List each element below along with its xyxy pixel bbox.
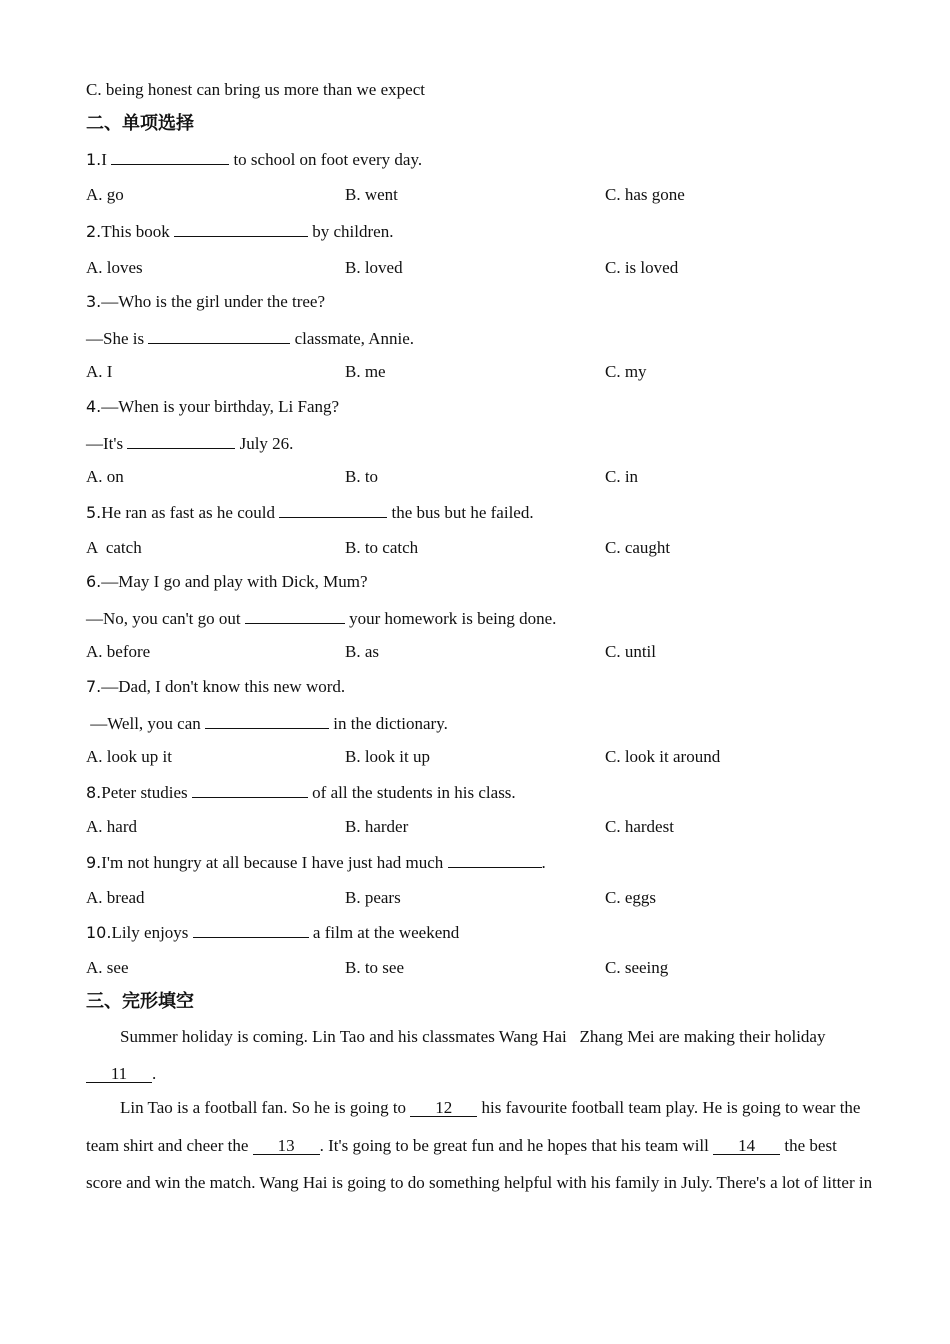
cloze-blank-11: 11 bbox=[86, 1065, 152, 1083]
question-10 bbox=[86, 922, 459, 943]
question-4-response bbox=[86, 433, 293, 454]
question-text: in the dictionary. bbox=[329, 714, 448, 733]
cloze-blank-13: 13 bbox=[253, 1137, 320, 1155]
cloze-paragraph-1-line-2 bbox=[86, 1064, 866, 1084]
option-a: A. I bbox=[86, 362, 113, 381]
question-8 bbox=[86, 782, 516, 803]
option-b: B. as bbox=[345, 642, 379, 661]
paragraph-text: . It's going to be great fun and he hopes that his team will bbox=[319, 1136, 714, 1155]
question-text: —When is your birthday, Li Fang? bbox=[101, 397, 340, 416]
section-3-heading: 三、完形填空 bbox=[86, 991, 194, 1012]
option-b: B. went bbox=[345, 185, 398, 204]
answer-blank bbox=[245, 608, 345, 624]
option-a: A catch bbox=[86, 538, 142, 557]
cloze-blank-14: 14 bbox=[713, 1137, 780, 1155]
option-b: B. me bbox=[345, 362, 386, 381]
option-b: B. to bbox=[345, 467, 379, 486]
question-text: to school on foot every day. bbox=[229, 150, 423, 169]
question-text: —It's bbox=[86, 434, 128, 453]
option-c: C. seeing bbox=[605, 958, 669, 977]
question-text: I bbox=[101, 150, 112, 169]
option-c: C. caught bbox=[605, 538, 671, 557]
answer-blank bbox=[127, 433, 235, 449]
option-c: C. look it around bbox=[605, 747, 721, 766]
question-text: He ran as fast as he could bbox=[101, 503, 280, 522]
question-6-response bbox=[86, 608, 556, 629]
answer-blank bbox=[279, 502, 387, 518]
answer-blank bbox=[448, 852, 542, 868]
question-text: This book bbox=[101, 222, 174, 241]
option-b: B. pears bbox=[345, 888, 401, 907]
option-a: A. see bbox=[86, 958, 129, 977]
question-7-response bbox=[86, 713, 448, 734]
question-number: 1. bbox=[86, 150, 102, 169]
option-c: C. is loved bbox=[605, 258, 679, 277]
cloze-blank-12: 12 bbox=[410, 1099, 477, 1117]
question-number: 10. bbox=[86, 923, 112, 942]
option-c: C. until bbox=[605, 642, 657, 661]
question-text: —Well, you can bbox=[86, 714, 206, 733]
question-text: your homework is being done. bbox=[344, 609, 557, 628]
question-text: . bbox=[541, 853, 546, 872]
question-number: 6. bbox=[86, 572, 102, 591]
option-a: A. bread bbox=[86, 888, 145, 907]
question-text: —May I go and play with Dick, Mum? bbox=[101, 572, 368, 591]
option-a: A. before bbox=[86, 642, 151, 661]
question-text: July 26. bbox=[235, 434, 294, 453]
paragraph-text: . bbox=[152, 1064, 157, 1083]
previous-question-option-c: C. being honest can bring us more than we expect bbox=[86, 80, 425, 99]
question-text: a film at the weekend bbox=[308, 923, 460, 942]
question-2 bbox=[86, 221, 393, 242]
answer-blank bbox=[111, 149, 229, 165]
cloze-paragraph-1-line-1: Summer holiday is coming. Lin Tao and his classmates Wang Hai Zhang Mei are making their holiday bbox=[120, 1027, 826, 1046]
question-text: —Dad, I don't know this new word. bbox=[101, 677, 346, 696]
option-a: A. hard bbox=[86, 817, 137, 836]
paragraph-text: the best bbox=[780, 1136, 837, 1155]
option-b: B. look it up bbox=[345, 747, 431, 766]
question-text: —She is bbox=[86, 329, 149, 348]
question-3 bbox=[86, 292, 325, 312]
question-7 bbox=[86, 677, 345, 697]
option-b: B. to catch bbox=[345, 538, 419, 557]
option-a: A. loves bbox=[86, 258, 143, 277]
option-a: A. look up it bbox=[86, 747, 172, 766]
option-b: B. harder bbox=[345, 817, 409, 836]
question-4 bbox=[86, 397, 339, 417]
cloze-paragraph-2-line-2 bbox=[86, 1136, 866, 1156]
question-text: of all the students in his class. bbox=[307, 783, 516, 802]
cloze-paragraph-2-line-3: score and win the match. Wang Hai is going to do something helpful with his family in July. There's a lot of litter in bbox=[86, 1173, 873, 1192]
answer-blank bbox=[174, 221, 308, 237]
option-c: C. eggs bbox=[605, 888, 656, 907]
question-number: 9. bbox=[86, 853, 102, 872]
question-5 bbox=[86, 502, 534, 523]
question-text: the bus but he failed. bbox=[387, 503, 534, 522]
question-number: 4. bbox=[86, 397, 102, 416]
question-text: classmate, Annie. bbox=[290, 329, 415, 348]
question-number: 5. bbox=[86, 503, 102, 522]
question-3-response bbox=[86, 328, 414, 349]
option-a: A. go bbox=[86, 185, 124, 204]
paragraph-text: his favourite football team play. He is going to wear the bbox=[477, 1098, 861, 1117]
question-text: —Who is the girl under the tree? bbox=[101, 292, 326, 311]
question-text: I'm not hungry at all because I have just had much bbox=[101, 853, 448, 872]
question-text: Peter studies bbox=[101, 783, 192, 802]
option-b: B. to see bbox=[345, 958, 405, 977]
question-number: 8. bbox=[86, 783, 102, 802]
question-text: by children. bbox=[308, 222, 394, 241]
question-text: —No, you can't go out bbox=[86, 609, 245, 628]
option-b: B. loved bbox=[345, 258, 403, 277]
question-6 bbox=[86, 572, 368, 592]
answer-blank bbox=[148, 328, 290, 344]
answer-blank bbox=[192, 782, 308, 798]
question-number: 3. bbox=[86, 292, 102, 311]
question-1 bbox=[86, 149, 422, 170]
answer-blank bbox=[205, 713, 329, 729]
question-text: Lily enjoys bbox=[111, 923, 193, 942]
option-c: C. in bbox=[605, 467, 639, 486]
option-c: C. has gone bbox=[605, 185, 685, 204]
cloze-paragraph-2-line-1 bbox=[86, 1098, 900, 1118]
question-number: 7. bbox=[86, 677, 102, 696]
paragraph-text: Lin Tao is a football fan. So he is going to bbox=[120, 1098, 411, 1117]
question-9 bbox=[86, 852, 546, 873]
option-c: C. my bbox=[605, 362, 647, 381]
option-c: C. hardest bbox=[605, 817, 674, 836]
paragraph-text: team shirt and cheer the bbox=[86, 1136, 253, 1155]
answer-blank bbox=[193, 922, 309, 938]
section-2-heading: 二、单项选择 bbox=[86, 113, 194, 134]
question-number: 2. bbox=[86, 222, 102, 241]
option-a: A. on bbox=[86, 467, 124, 486]
